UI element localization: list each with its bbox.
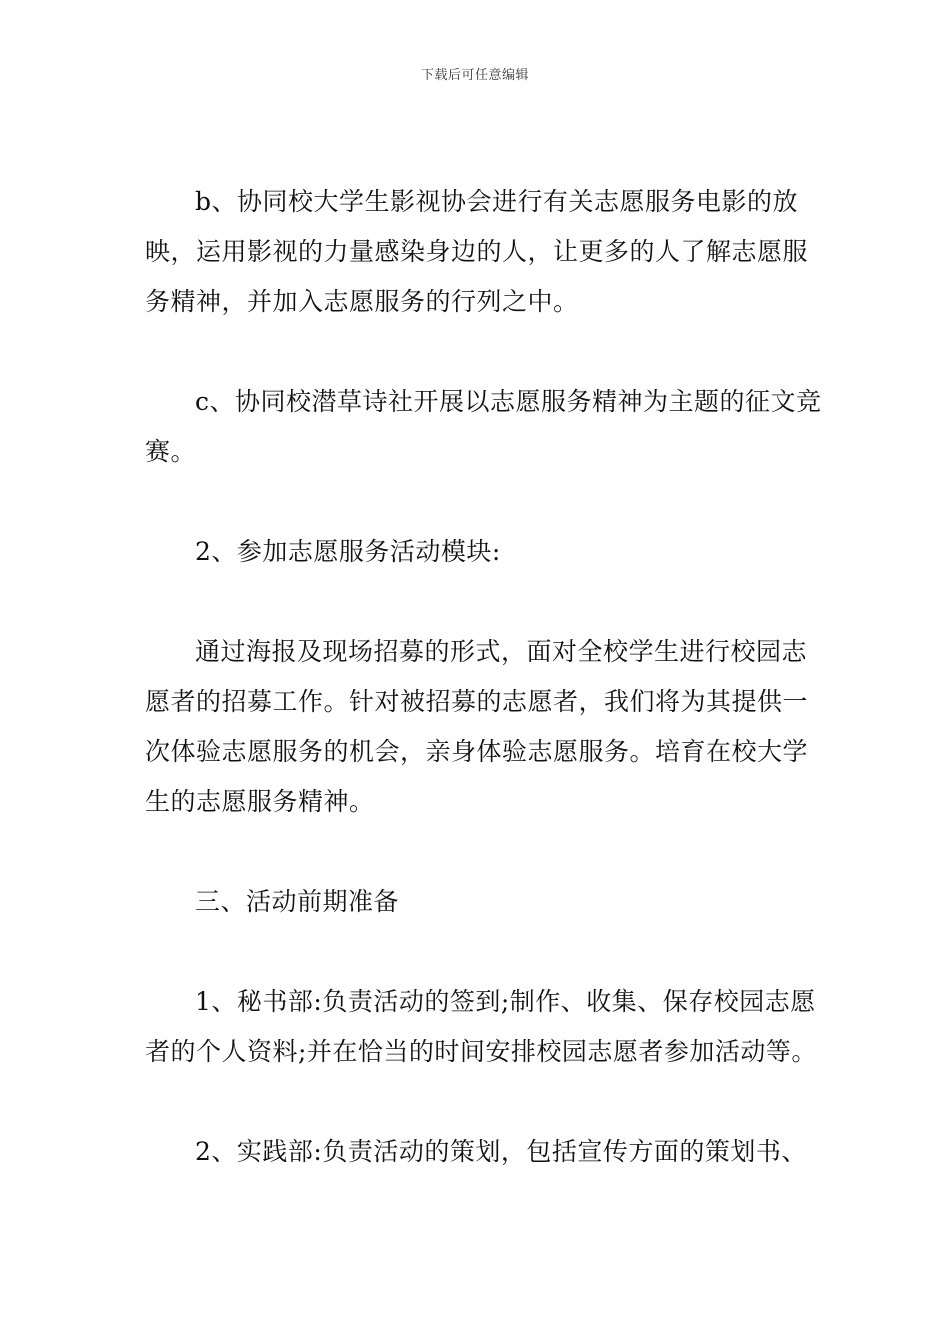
paragraph-secretariat: 1、秘书部:负责活动的签到;制作、收集、保存校园志愿者的个人资料;并在恰当的时间安排校园志愿者参加活动等。 [145, 987, 817, 1066]
paragraph-recruitment: 通过海报及现场招募的形式，面对全校学生进行校园志愿者的招募工作。针对被招募的志愿者，我们将为其提供一次体验志愿服务的机会，亲身体验志愿服务。培育在校大学生的志愿服务精神。 [145, 637, 809, 816]
document-body [145, 177, 825, 1177]
paragraph-gap [145, 577, 825, 627]
page-header-note: 下载后可任意编辑 [420, 68, 529, 83]
paragraph-gap [145, 327, 825, 377]
paragraph-gap [145, 927, 825, 977]
section-heading-preparation: 三、活动前期准备 [195, 887, 400, 916]
paragraph-film-screening: b、协同校大学生影视协会进行有关志愿服务电影的放映，运用影视的力量感染身边的人，让更多的人了解志愿服务精神，并加入志愿服务的行列之中。 [145, 187, 809, 316]
paragraph-essay-contest: c、协同校潜草诗社开展以志愿服务精神为主题的征文竞赛。 [145, 387, 822, 466]
paragraph-gap [145, 1077, 825, 1127]
paragraph-gap [145, 827, 825, 877]
paragraph-gap [145, 477, 825, 527]
section-volunteer-module: 2、参加志愿服务活动模块: [195, 537, 501, 566]
paragraph-practice-dept: 2、实践部:负责活动的策划，包括宣传方面的策划书、 [195, 1137, 807, 1166]
